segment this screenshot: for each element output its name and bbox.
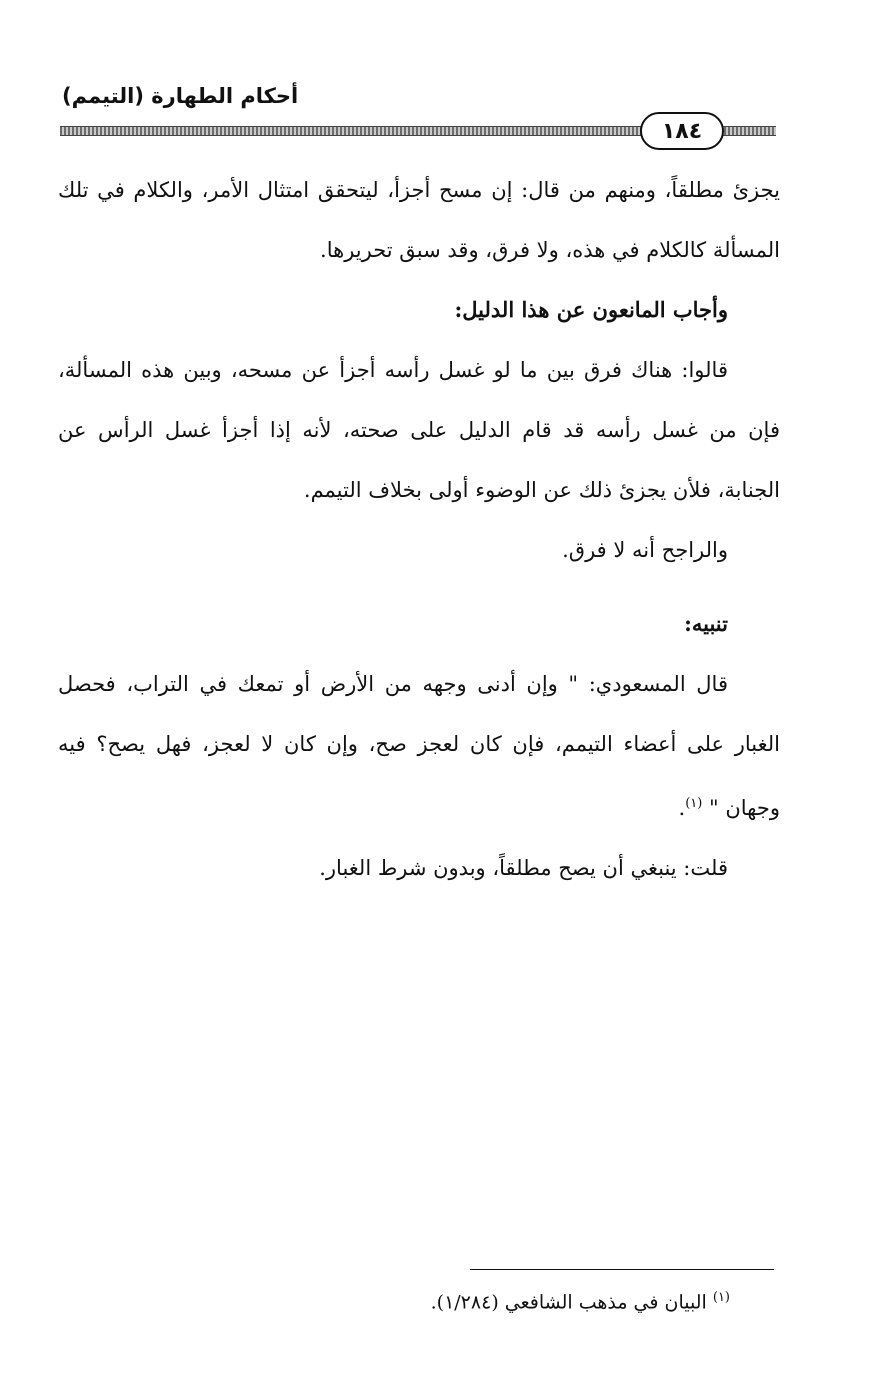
footnote-separator <box>470 1269 774 1270</box>
section-heading-objection: وأجاب المانعون عن هذا الدليل: <box>454 297 728 322</box>
paragraph-3: والراجح أنه لا فرق. <box>562 538 728 562</box>
note-heading: تنبيه: <box>684 611 728 636</box>
paragraph-4-end: . <box>678 796 686 820</box>
footnote <box>300 1290 730 1313</box>
page-number-badge: ١٨٤ <box>640 112 724 150</box>
footnote-text: البيان في مذهب الشافعي (١/٢٨٤). <box>430 1291 707 1314</box>
paragraph-1: يجزئ مطلقاً، ومنهم من قال: إن مسح أجزأ، ليتحقق امتثال الأمر، والكلام في تلك المسألة كالكلام في هذه، ولا فرق، وقد سبق تحريرها. <box>58 178 780 262</box>
paragraph-4 <box>58 654 780 838</box>
footnote-reference[interactable]: (١) <box>685 796 703 811</box>
paragraph-4-text: قال المسعودي: " وإن أدنى وجهه من الأرض أو تمعك في التراب، فحصل الغبار على أعضاء التيمم، فإن كان لعجز صح، وإن كان لا لعجز، فهل يصح؟ فيه وجهان " <box>58 672 780 820</box>
main-text <box>58 160 780 898</box>
paragraph-5: قلت: ينبغي أن يصح مطلقاً، وبدون شرط الغبار. <box>319 856 728 880</box>
paragraph-2: قالوا: هناك فرق بين ما لو غسل رأسه أجزأ عن مسحه، وبين هذه المسألة، فإن من غسل رأسه قد قام الدليل على صحته، لأنه إذا أجزأ غسل الرأس عن الجنابة، فلأن يجزئ ذلك عن الوضوء أولى بخلاف التيمم. <box>58 358 780 502</box>
footnote-marker: (١) <box>712 1290 730 1305</box>
running-header-title: أحكام الطهارة (التيمم) <box>62 84 299 108</box>
